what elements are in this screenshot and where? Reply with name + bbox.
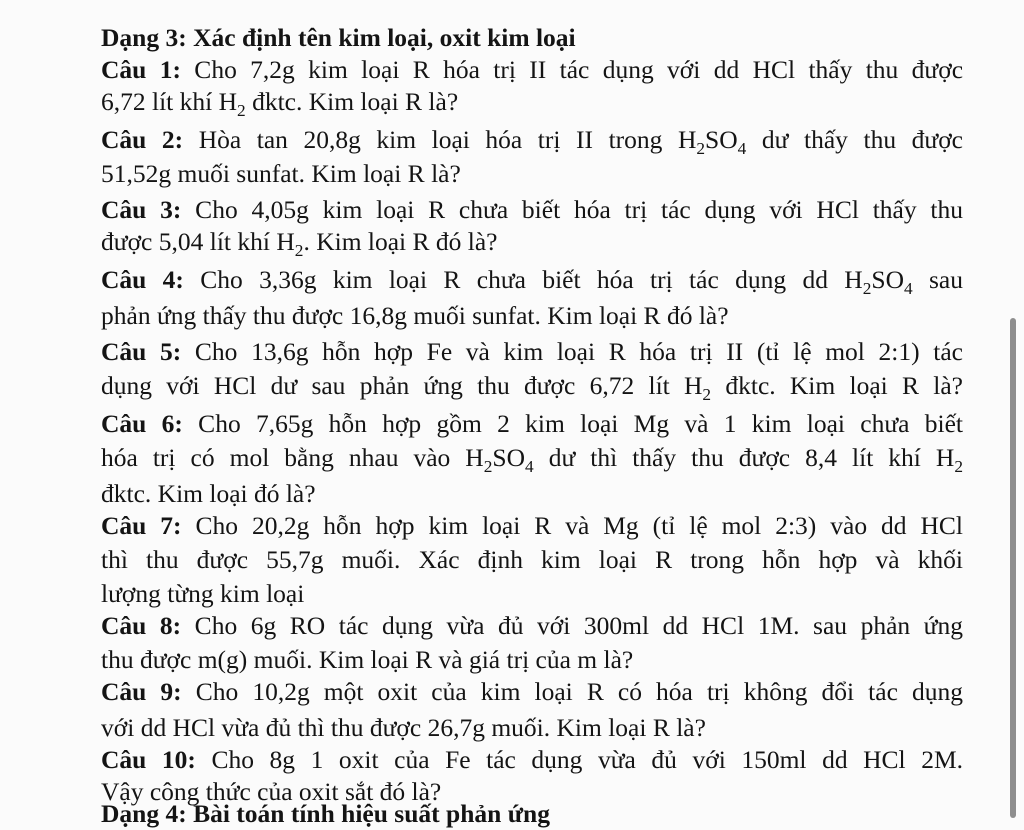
question-line: 51,52g muối sunfat. Kim loại R là? [101,159,461,188]
question-label: Câu 8: [101,611,182,640]
question-line: Câu 7: Cho 20,2g hỗn hợp kim loại R và Mg (tỉ lệ mol 2:3) vào dd HCl [101,511,963,540]
subscript: 2 [483,456,493,476]
question-label: Câu 1: [101,55,181,84]
question-label: Câu 9: [101,677,182,706]
question-line: được 5,04 lít khí $H_2$. Kim loại R đó là? [101,227,498,260]
question-line: đktc. Kim loại đó là? [101,479,316,508]
scrollbar[interactable] [1010,318,1016,818]
subscript: 4 [525,456,534,476]
subscript: 2 [237,100,246,120]
subscript: 2 [954,456,963,476]
question-line: Câu 8: Cho 6g RO tác dụng vừa đủ với 300ml dd HCl 1M. sau phản ứng [101,611,964,640]
question-line: Câu 10: Cho 8g 1 oxit của Fe tác dụng vừa đủ với 150ml dd HCl 2M. [101,745,963,774]
question-line: Vậy công thức của oxit sắt đó là? [101,777,442,806]
subscript: 2 [294,240,304,260]
question-label: Câu 6: [101,409,183,438]
question-label: Câu 4: [101,265,184,294]
subscript: 4 [904,278,913,298]
question-line: Câu 2: Hòa tan 20,8g kim loại hóa trị II trong $H_2SO_4$ dư thấy thu được [101,125,963,158]
question-line: thu được m(g) muối. Kim loại R và giá trị của m là? [101,645,634,674]
question-label: Câu 2: [101,125,184,154]
question-label: Câu 10: [101,745,196,774]
question-line: 6,72 lít khí $H_2$ đktc. Kim loại R là? [101,87,459,120]
question-line: Câu 9: Cho 10,2g một oxit của kim loại R có hóa trị không đổi tác dụng [101,677,963,706]
question-line: với dd HCl vừa đủ thì thu được 26,7g muối. Kim loại R là? [101,713,706,742]
subscript: 2 [862,278,872,298]
question-line: Câu 1: Cho 7,2g kim loại R hóa trị II tác dụng với dd HCl thấy thu được [101,55,964,84]
question-label: Câu 3: [101,195,182,224]
subscript: 2 [702,384,712,404]
question-label: Câu 7: [101,511,182,540]
question-label: Câu 5: [101,337,182,366]
subscript: 2 [696,138,706,158]
next-section-heading-partial: Dạng 4: Bài toán tính hiệu suất phản ứng [101,799,550,828]
question-line: lượng từng kim loại [101,579,305,608]
subscript: 4 [737,138,747,158]
question-line: hóa trị có mol bằng nhau vào $H_2SO_4$ dư thì thấy thu được 8,4 lít khí $H_2$ [101,443,963,476]
question-line: thì thu được 55,7g muối. Xác định kim loại R trong hỗn hợp và khối [101,545,963,574]
question-line: Câu 4: Cho 3,36g kim loại R chưa biết hóa trị tác dụng dd $H_2SO_4$ sau [101,265,964,298]
question-line: phản ứng thấy thu được 16,8g muối sunfat. Kim loại R đó là? [101,301,729,330]
question-line: Câu 5: Cho 13,6g hỗn hợp Fe và kim loại R hóa trị II (tỉ lệ mol 2:1) tác [101,337,963,366]
question-line: dụng với HCl dư sau phản ứng thu được 6,72 lít $H_2$ đktc. Kim loại R là? [101,371,963,404]
question-line: Câu 3: Cho 4,05g kim loại R chưa biết hóa trị tác dụng với HCl thấy thu [101,195,963,224]
section-title: Dạng 3: Xác định tên kim loại, oxit kim loại [101,23,576,52]
question-line: Câu 6: Cho 7,65g hỗn hợp gồm 2 kim loại Mg và 1 kim loại chưa biết [101,409,964,438]
